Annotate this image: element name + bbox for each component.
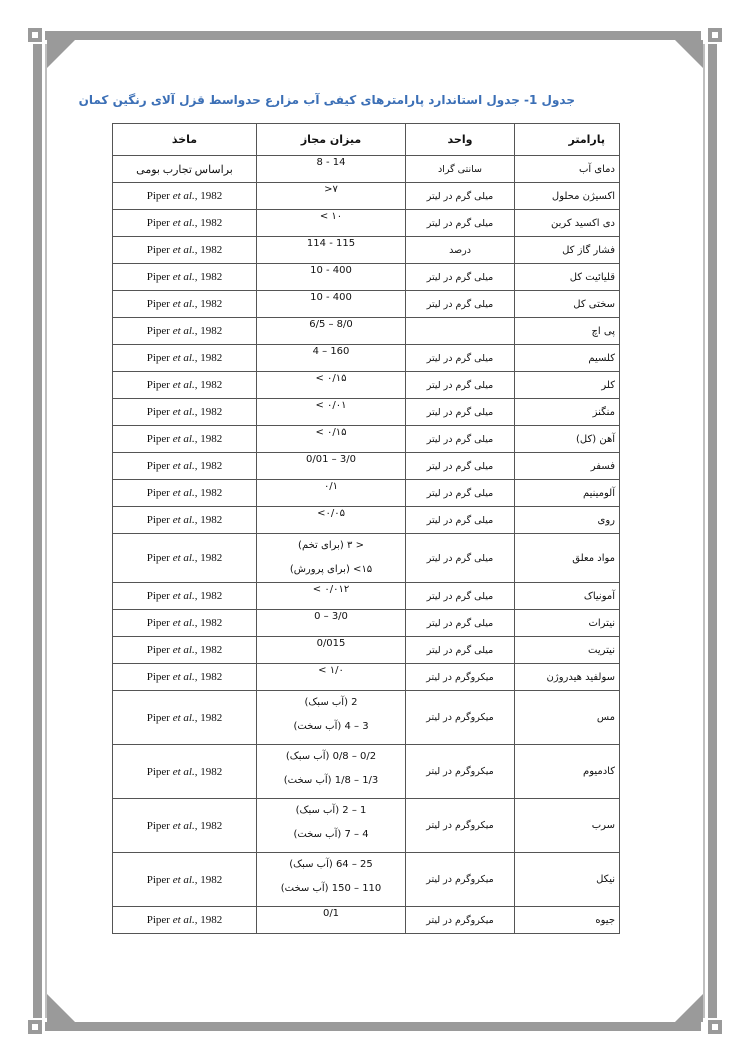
et-al-text: et al.: [172, 819, 195, 832]
cell-source: Piper et al., 1982: [113, 610, 257, 637]
cell-parameter: آلومینیم: [515, 480, 620, 507]
cell-limit: [257, 156, 406, 183]
cell-parameter: سولفید هیدروژن: [515, 664, 620, 691]
table-row: [113, 664, 620, 691]
table-row: [113, 372, 620, 399]
table-row: [113, 507, 620, 534]
cell-limit: [257, 183, 406, 210]
cell-parameter: جیوه: [515, 907, 620, 934]
table-row: [113, 610, 620, 637]
et-al-text: et al.: [172, 514, 195, 526]
table-row: [113, 480, 620, 507]
cell-source: Piper et al., 1982: [113, 264, 257, 291]
cell-limit: [257, 907, 406, 934]
triangle-top-left: [47, 40, 75, 68]
limit-line: ۱/۰ >: [318, 665, 344, 676]
et-al-text: et al.: [172, 552, 195, 564]
cell-limit: [257, 480, 406, 507]
cell-source: Piper et al., 1982: [113, 691, 257, 745]
cell-unit: میلی گرم در لیتر: [406, 183, 515, 210]
cell-parameter: روی: [515, 507, 620, 534]
cell-unit: میلی گرم در لیتر: [406, 426, 515, 453]
corner-bottom-left-inner: [32, 1024, 38, 1030]
cell-limit: [257, 264, 406, 291]
cell-parameter: سختی کل: [515, 291, 620, 318]
triangle-bottom-left: [47, 994, 75, 1022]
table-row: [113, 345, 620, 372]
et-al-text: et al.: [172, 190, 195, 202]
cell-source: Piper et al., 1982: [113, 583, 257, 610]
cell-source: براساس تجارب بومی: [113, 156, 257, 183]
cell-limit: [257, 691, 406, 745]
table-row: [113, 318, 620, 345]
cell-limit: [257, 318, 406, 345]
table-header-row: [113, 124, 620, 156]
cell-source: Piper et al., 1982: [113, 318, 257, 345]
limit-line: 4 – 7 (آب سخت): [293, 829, 369, 840]
et-al-text: et al.: [172, 217, 195, 229]
limit-line: 25 – 64 (آب سبک): [289, 859, 373, 870]
cell-unit: میکروگرم در لیتر: [406, 691, 515, 745]
cell-unit: میکروگرم در لیتر: [406, 664, 515, 691]
limit-line: ۰/۰۱ >: [315, 400, 347, 411]
table-row: [113, 237, 620, 264]
cell-limit: [257, 799, 406, 853]
cell-source: Piper et al., 1982: [113, 480, 257, 507]
cell-unit: میلی گرم در لیتر: [406, 637, 515, 664]
cell-unit: درصد: [406, 237, 515, 264]
triangle-bottom-right: [675, 994, 703, 1022]
table-row: [113, 583, 620, 610]
table-row: [113, 156, 620, 183]
cell-source: Piper et al., 1982: [113, 210, 257, 237]
cell-limit: [257, 372, 406, 399]
cell-limit: [257, 399, 406, 426]
cell-parameter: نیتریت: [515, 637, 620, 664]
limit-line: 0/015: [316, 638, 346, 649]
cell-unit: میلی گرم در لیتر: [406, 534, 515, 583]
limit-line: 3/0 – 0: [314, 611, 348, 622]
et-al-text: et al.: [172, 671, 195, 683]
header-source: ماخذ: [113, 124, 257, 156]
cell-unit: سانتی گراد: [406, 156, 515, 183]
cell-limit: [257, 345, 406, 372]
cell-unit: میلی گرم در لیتر: [406, 345, 515, 372]
cell-source: Piper et al., 1982: [113, 664, 257, 691]
cell-parameter: مواد معلق: [515, 534, 620, 583]
cell-source: Piper et al., 1982: [113, 907, 257, 934]
frame-inner-left: [45, 44, 47, 1018]
table-body: [113, 156, 620, 934]
cell-parameter: دمای آب: [515, 156, 620, 183]
limit-line: 400 - 10: [310, 265, 352, 276]
cell-unit: میکروگرم در لیتر: [406, 853, 515, 907]
cell-source: Piper et al., 1982: [113, 853, 257, 907]
frame-left: [33, 44, 42, 1018]
table-row: [113, 426, 620, 453]
cell-source: Piper et al., 1982: [113, 426, 257, 453]
cell-source: Piper et al., 1982: [113, 799, 257, 853]
cell-unit: میکروگرم در لیتر: [406, 745, 515, 799]
cell-source: Piper et al., 1982: [113, 534, 257, 583]
cell-parameter: مس: [515, 691, 620, 745]
cell-limit: [257, 291, 406, 318]
limit-line: 8/0 – 6/5: [309, 319, 353, 330]
cell-parameter: نیکل: [515, 853, 620, 907]
limit-line: 1 – 2 (آب سبک): [295, 805, 367, 816]
cell-parameter: پی اچ: [515, 318, 620, 345]
header-unit: واحد: [406, 124, 515, 156]
et-al-text: et al.: [172, 379, 195, 391]
cell-unit: میلی گرم در لیتر: [406, 372, 515, 399]
et-al-text: et al.: [172, 433, 195, 445]
limit-line: < ۳ (برای تخم): [298, 540, 364, 551]
et-al-text: et al.: [172, 590, 195, 602]
cell-unit: میلی گرم در لیتر: [406, 264, 515, 291]
cell-unit: میلی گرم در لیتر: [406, 399, 515, 426]
et-al-text: et al.: [172, 617, 195, 629]
cell-unit: میلی گرم در لیتر: [406, 507, 515, 534]
limit-line: ۱۰ >: [319, 211, 343, 222]
et-al-text: et al.: [172, 765, 195, 778]
et-al-text: et al.: [172, 487, 195, 499]
limit-line: ۰/۱۵ >: [315, 373, 347, 384]
cell-source: Piper et al., 1982: [113, 637, 257, 664]
cell-source: Piper et al., 1982: [113, 237, 257, 264]
table-row: [113, 691, 620, 745]
cell-limit: [257, 534, 406, 583]
table-row: [113, 534, 620, 583]
table-row: [113, 637, 620, 664]
cell-source: Piper et al., 1982: [113, 745, 257, 799]
cell-unit: میلی گرم در لیتر: [406, 291, 515, 318]
cell-limit: [257, 237, 406, 264]
cell-limit: [257, 664, 406, 691]
standards-table: [112, 123, 620, 934]
frame-bottom: [45, 1022, 701, 1031]
et-al-text: et al.: [172, 352, 195, 364]
limit-line: 160 – 4: [312, 346, 350, 357]
header-parameter: پارامتر: [515, 124, 620, 156]
table-row: [113, 799, 620, 853]
limit-line: ۰/۱۵ >: [315, 427, 347, 438]
cell-limit: [257, 583, 406, 610]
cell-limit: [257, 610, 406, 637]
cell-unit: میلی گرم در لیتر: [406, 480, 515, 507]
cell-source: Piper et al., 1982: [113, 399, 257, 426]
limit-line: 2 (آب سبک): [304, 697, 358, 708]
cell-parameter: آمونیاک: [515, 583, 620, 610]
et-al-text: et al.: [172, 298, 195, 310]
cell-parameter: دی اکسید کربن: [515, 210, 620, 237]
table-row: [113, 907, 620, 934]
et-al-text: et al.: [172, 873, 195, 886]
cell-unit: میکروگرم در لیتر: [406, 799, 515, 853]
cell-unit: میلی گرم در لیتر: [406, 610, 515, 637]
cell-parameter: منگنز: [515, 399, 620, 426]
table-row: [113, 399, 620, 426]
limit-line: 3/0 – 0/01: [306, 454, 356, 465]
limit-line: 110 – 150 (آب سخت): [280, 883, 382, 894]
limit-line: ۱۵> (برای پرورش): [289, 564, 373, 575]
cell-parameter: آهن (کل): [515, 426, 620, 453]
table-row: [113, 291, 620, 318]
limit-line: ۰/۱: [323, 481, 339, 492]
et-al-text: et al.: [172, 325, 195, 337]
cell-source: Piper et al., 1982: [113, 183, 257, 210]
limit-line: 0/1: [322, 908, 340, 919]
cell-parameter: اکسیژن محلول: [515, 183, 620, 210]
corner-top-right-inner: [712, 32, 718, 38]
table-row: [113, 264, 620, 291]
cell-limit: [257, 745, 406, 799]
cell-source: Piper et al., 1982: [113, 291, 257, 318]
cell-parameter: کلسیم: [515, 345, 620, 372]
table-row: [113, 210, 620, 237]
limit-line: 3 – 4 (آب سخت): [293, 721, 369, 732]
et-al-text: et al.: [172, 271, 195, 283]
triangle-top-right: [675, 40, 703, 68]
cell-parameter: سرب: [515, 799, 620, 853]
table-title: جدول 1- جدول استاندارد پارامترهای کیفی آب مزارع حدواسط قزل آلای رنگین کمان: [78, 93, 575, 107]
cell-limit: [257, 426, 406, 453]
cell-parameter: فسفر: [515, 453, 620, 480]
cell-unit: میلی گرم در لیتر: [406, 453, 515, 480]
corner-bottom-right-inner: [712, 1024, 718, 1030]
et-al-text: et al.: [172, 406, 195, 418]
limit-line: 14 - 8: [316, 157, 346, 168]
frame-right: [708, 44, 717, 1018]
cell-limit: [257, 637, 406, 664]
et-al-text: et al.: [172, 644, 195, 656]
cell-parameter: کادمیوم: [515, 745, 620, 799]
cell-source: Piper et al., 1982: [113, 507, 257, 534]
cell-source: Piper et al., 1982: [113, 345, 257, 372]
frame-inner-right: [703, 44, 705, 1018]
et-al-text: et al.: [172, 711, 195, 724]
cell-parameter: فشار گاز کل: [515, 237, 620, 264]
limit-line: 0/2 – 0/8 (آب سبک): [285, 751, 377, 762]
cell-parameter: نیترات: [515, 610, 620, 637]
limit-line: 115 - 114: [306, 238, 356, 249]
et-al-text: et al.: [172, 460, 195, 472]
cell-unit: [406, 318, 515, 345]
cell-unit: میلی گرم در لیتر: [406, 210, 515, 237]
cell-limit: [257, 210, 406, 237]
et-al-text: et al.: [172, 244, 195, 256]
header-limit: میزان مجاز: [257, 124, 406, 156]
cell-limit: [257, 507, 406, 534]
cell-limit: [257, 453, 406, 480]
cell-source: Piper et al., 1982: [113, 372, 257, 399]
limit-line: 400 - 10: [310, 292, 352, 303]
cell-source: Piper et al., 1982: [113, 453, 257, 480]
cell-unit: میکروگرم در لیتر: [406, 907, 515, 934]
frame-top: [45, 31, 701, 40]
cell-parameter: قلیائیت کل: [515, 264, 620, 291]
cell-parameter: کلر: [515, 372, 620, 399]
limit-line: ۷<: [324, 184, 338, 195]
limit-line: 1/3 – 1/8 (آب سخت): [283, 775, 379, 786]
table-row: [113, 453, 620, 480]
cell-limit: [257, 853, 406, 907]
table-row: [113, 745, 620, 799]
table-row: [113, 853, 620, 907]
limit-line: ۰/۰۱۲ >: [312, 584, 350, 595]
et-al-text: et al.: [172, 914, 195, 926]
limit-line: ۰/۰۵>: [317, 508, 345, 519]
cell-unit: میلی گرم در لیتر: [406, 583, 515, 610]
table-row: [113, 183, 620, 210]
corner-top-left-inner: [32, 32, 38, 38]
